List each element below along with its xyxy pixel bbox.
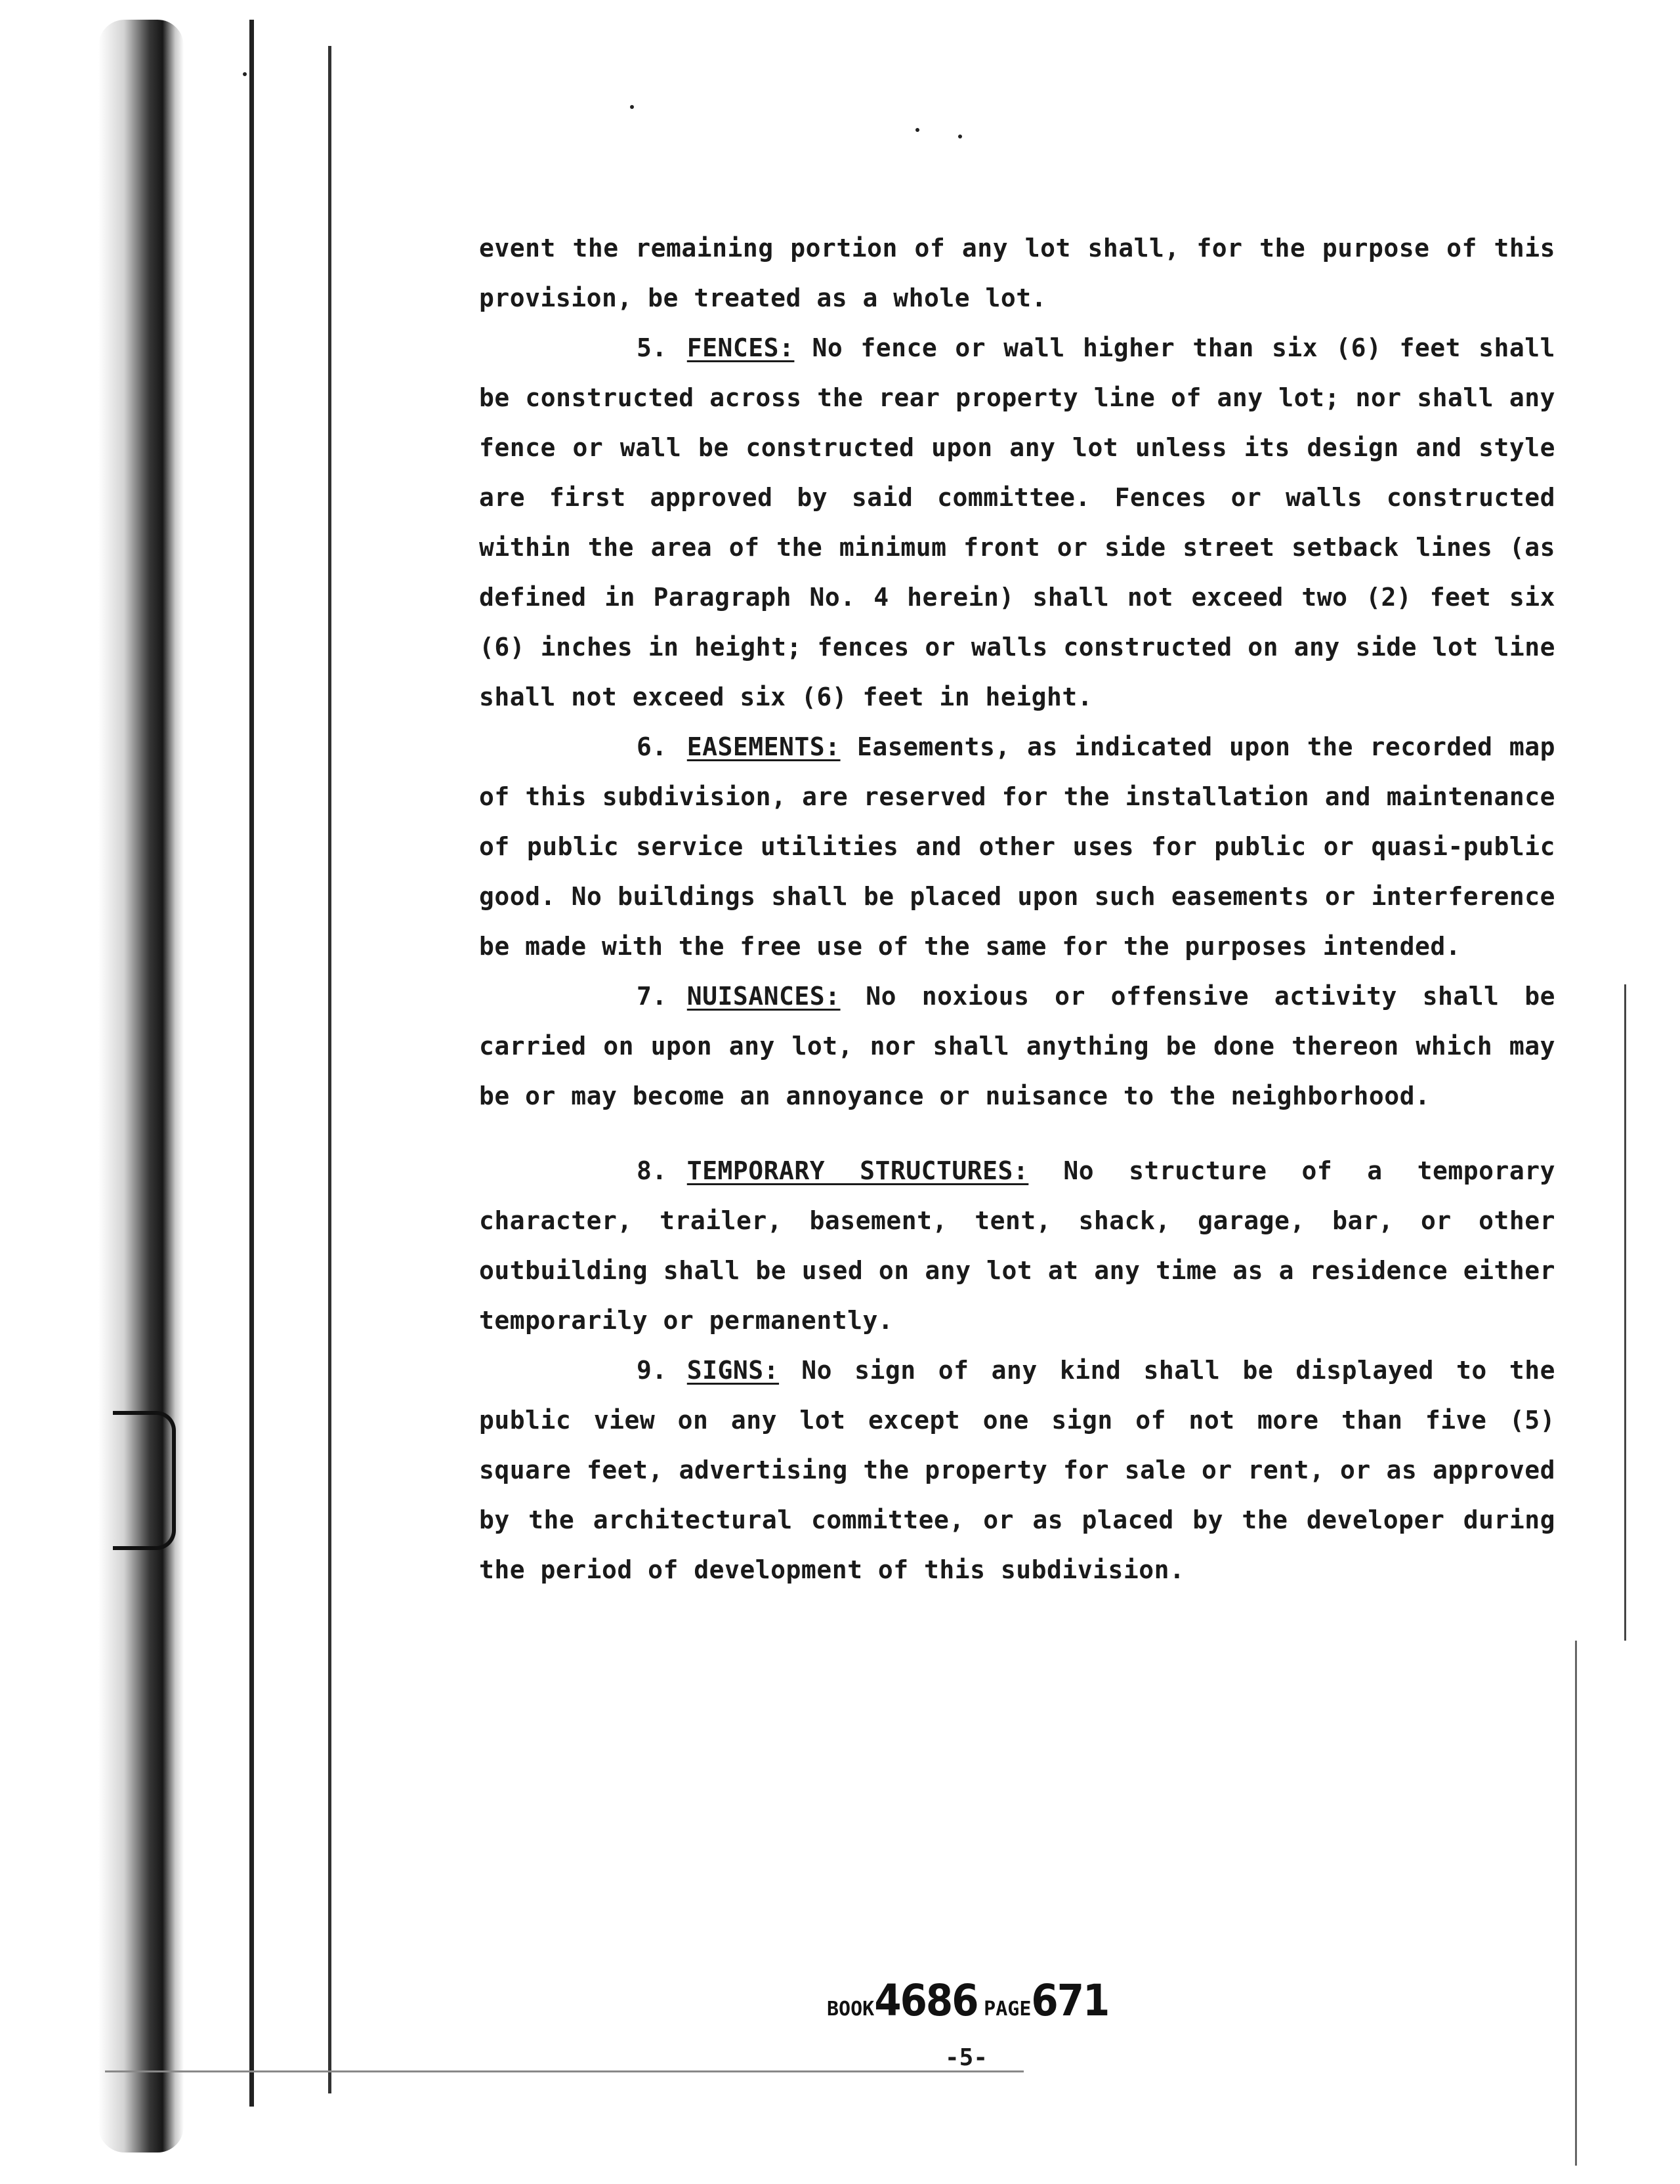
section-text: No noxious or offensive activity shall be carried on upon any lot, nor shall anything be done thereon which may be or may become an annoyance or nuisance to the neighborhood. bbox=[479, 982, 1555, 1110]
recorded-page-number: 671 bbox=[1031, 1975, 1109, 2026]
section-signs bbox=[479, 1345, 1555, 1595]
recording-book-reference bbox=[827, 1975, 1129, 2026]
document-body bbox=[479, 223, 1555, 1595]
section-number: 6. bbox=[637, 732, 667, 761]
scan-speck bbox=[915, 128, 919, 132]
section-nuisances bbox=[479, 971, 1555, 1121]
section-number: 7. bbox=[637, 982, 667, 1011]
section-heading: SIGNS: bbox=[686, 1356, 780, 1385]
section-text: Easements, as indicated upon the recorded map of this subdivision, are reserved for the installation and maintenance of public service utilities and other uses for public or quasi-public good. No buildings shall be placed upon such easements or interference be made with the free use of the same for the purposes intended. bbox=[479, 732, 1555, 961]
section-temporary-structures bbox=[479, 1146, 1555, 1345]
section-text: No structure of a temporary character, trailer, basement, tent, shack, garage, bar, or other outbuilding shall be used on any lot at any time as a residence either temporarily or permanently. bbox=[479, 1156, 1555, 1335]
section-heading: TEMPORARY STRUCTURES: bbox=[686, 1156, 1029, 1185]
section-heading: NUISANCES: bbox=[686, 982, 841, 1011]
section-heading: FENCES: bbox=[686, 333, 795, 362]
binder-clip-mark bbox=[113, 1411, 176, 1550]
section-number: 8. bbox=[637, 1156, 667, 1185]
scan-edge-line bbox=[1575, 1641, 1577, 2166]
binding-shadow bbox=[98, 20, 184, 2152]
book-label: BOOK bbox=[827, 1998, 875, 2021]
book-number: 4686 bbox=[874, 1975, 978, 2026]
scan-edge-line bbox=[105, 2070, 1024, 2072]
scan-speck bbox=[958, 135, 962, 138]
section-text: No sign of any kind shall be displayed to the public view on any lot except one sign of not more than five (5) square feet, advertising the property for sale or rent, or as approved by the architectural committee, or as placed by the developer during the period of development of this subdivision. bbox=[479, 1356, 1555, 1584]
scan-speck bbox=[243, 72, 247, 76]
section-easements bbox=[479, 722, 1555, 971]
section-number: 5. bbox=[637, 333, 667, 362]
section-heading: EASEMENTS: bbox=[686, 732, 841, 761]
binding-edge-line bbox=[249, 20, 254, 2107]
continuation-paragraph: event the remaining portion of any lot shall, for the purpose of this provision, be treated as a whole lot. bbox=[479, 234, 1555, 312]
scan-edge-line bbox=[1624, 984, 1626, 1641]
scan-speck bbox=[630, 105, 634, 109]
section-number: 9. bbox=[637, 1356, 667, 1385]
section-text: No fence or wall higher than six (6) feet shall be constructed across the rear property line of any lot; nor shall any fence or wall be constructed upon any lot unless its design and style are first approved by said committee. Fences or walls constructed within the area of the minimum front or side street setback lines (as defined in Paragraph No. 4 herein) shall not exceed two (2) feet six (6) inches in height; fences or walls constructed on any side lot line shall not exceed six (6) feet in height. bbox=[479, 333, 1555, 711]
binding-edge-line bbox=[328, 46, 331, 2093]
footer-page-number: -5- bbox=[945, 2044, 988, 2071]
page-label: PAGE bbox=[984, 1998, 1032, 2021]
section-fences bbox=[479, 323, 1555, 722]
